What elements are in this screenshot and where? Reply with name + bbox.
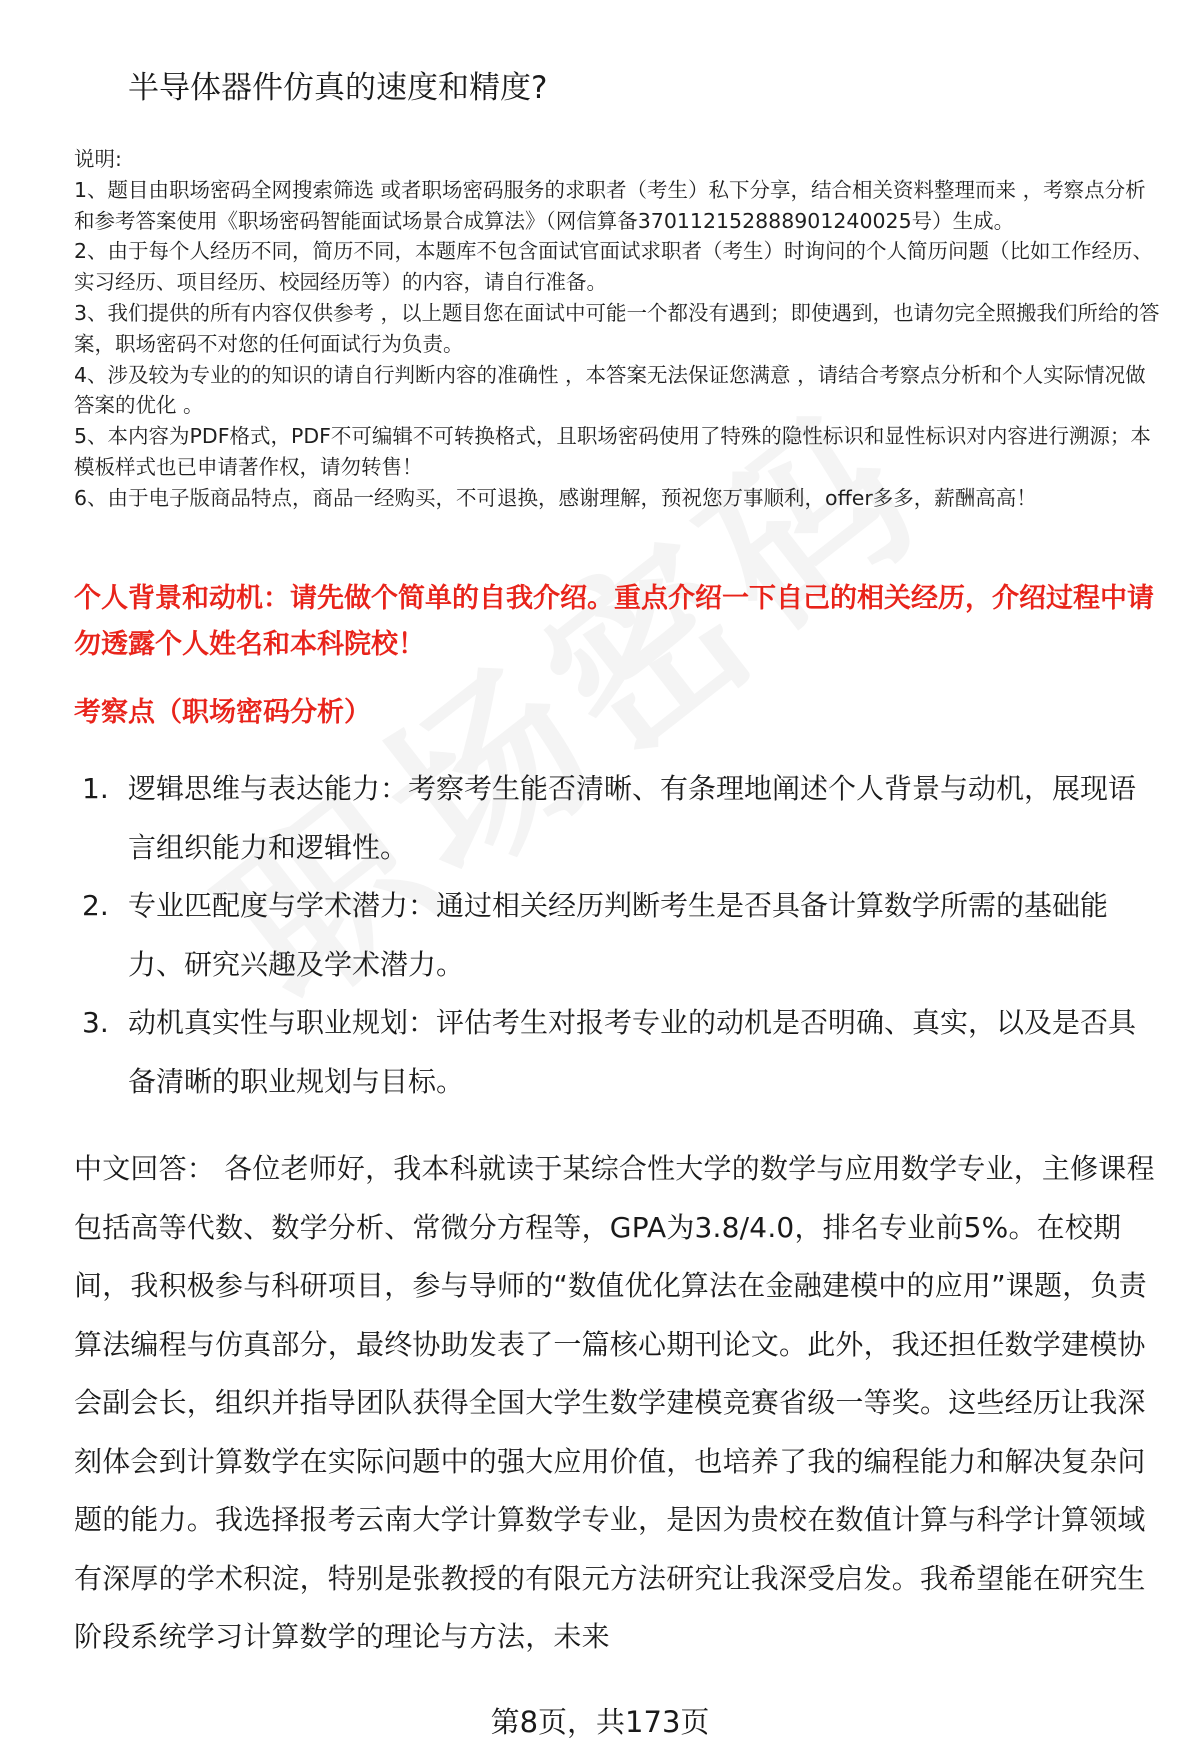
points-list (82, 760, 1152, 1111)
point-number: 2. (82, 889, 109, 922)
notes-item: 2、由于每个人经历不同，简历不同，本题库不包含面试官面试求职者（考生）时询问的个人简历问题（比如工作经历、实习经历、项目经历、校园经历等）的内容，请自行准备。 (74, 239, 1154, 295)
point-text: 动机真实性与职业规划：评估考生对报考专业的动机是否明确、真实，以及是否具备清晰的职业规划与目标。 (128, 1006, 1137, 1098)
point-number: 3. (82, 1006, 109, 1039)
interview-question: 个人背景和动机：请先做个简单的自我介绍。重点介绍一下自己的相关经历，介绍过程中请勿透露个人姓名和本科院校！ (74, 583, 1154, 660)
notes-item: 3、我们提供的所有内容仅供参考 ，以上题目您在面试中可能一个都没有遇到；即使遇到，也请勿完全照搬我们所给的答案，职场密码不对您的任何面试行为负责。 (74, 300, 1160, 356)
notes-block (74, 144, 1164, 514)
point-text: 专业匹配度与学术潜力：通过相关经历判断考生是否具备计算数学所需的基础能力、研究兴趣及学术潜力。 (128, 889, 1109, 981)
page-number: 第8页，共173页 (490, 1705, 710, 1739)
notes-item: 4、涉及较为专业的的知识的请自行判断内容的准确性 ，本答案无法保证您满意 ，请结合考察点分析和个人实际情况做答案的优化 。 (74, 362, 1146, 418)
notes-item: 6、由于电子版商品特点，商品一经购买，不可退换，感谢理解，预祝您万事顺利，offer多多，薪酬高高！ (74, 485, 1037, 510)
notes-item: 1、题目由职场密码全网搜索筛选 或者职场密码服务的求职者（考生）私下分享，结合相关资料整理而来 ，考察点分析和参考答案使用《职场密码智能面试场景合成算法》（网信算备370112152888901240025号）生成。 (74, 177, 1146, 233)
points-title: 考察点（职场密码分析） (74, 697, 371, 728)
notes-item: 5、本内容为PDF格式，PDF不可编辑不可转换格式，且职场密码使用了特殊的隐性标识和显性标识对内容进行溯源；本模板样式也已申请著作权，请勿转售！ (74, 424, 1151, 479)
answer-text: 中文回答： 各位老师好，我本科就读于某综合性大学的数学与应用数学专业，主修课程包括高等代数、数学分析、常微分方程等，GPA为3.8/4.0，排名专业前5%。在校期间，我积极参与科研项目，参与导师的“数值优化算法在金融建模中的应用”课题，负责算法编程与仿真部分，最终协助发表了一篇核心期刊论文。此外，我还担任数学建模协会副会长，组织并指导团队获得全国大学生数学建模竞赛省级一等奖。这些经历让我深刻体会到计算数学在实际问题中的强大应用价值，也培养了我的编程能力和解决复杂问题的能力。我选择报考云南大学计算数学专业，是因为贵校在数值计算与科学计算领域有深厚的学术积淀，特别是张教授的有限元方法研究让我深受启发。我希望能在研究生阶段系统学习计算数学的理论与方法，未来 (74, 1152, 1155, 1653)
point-number: 1. (82, 772, 109, 805)
point-item (82, 760, 1152, 877)
point-item (82, 877, 1152, 994)
page-top-title: 半导体器件仿真的速度和精度? (128, 70, 548, 106)
notes-heading: 说明: (74, 147, 122, 171)
point-item (82, 994, 1152, 1111)
point-text: 逻辑思维与表达能力：考察考生能否清晰、有条理地阐述个人背景与动机，展现语言组织能力和逻辑性。 (128, 772, 1137, 864)
